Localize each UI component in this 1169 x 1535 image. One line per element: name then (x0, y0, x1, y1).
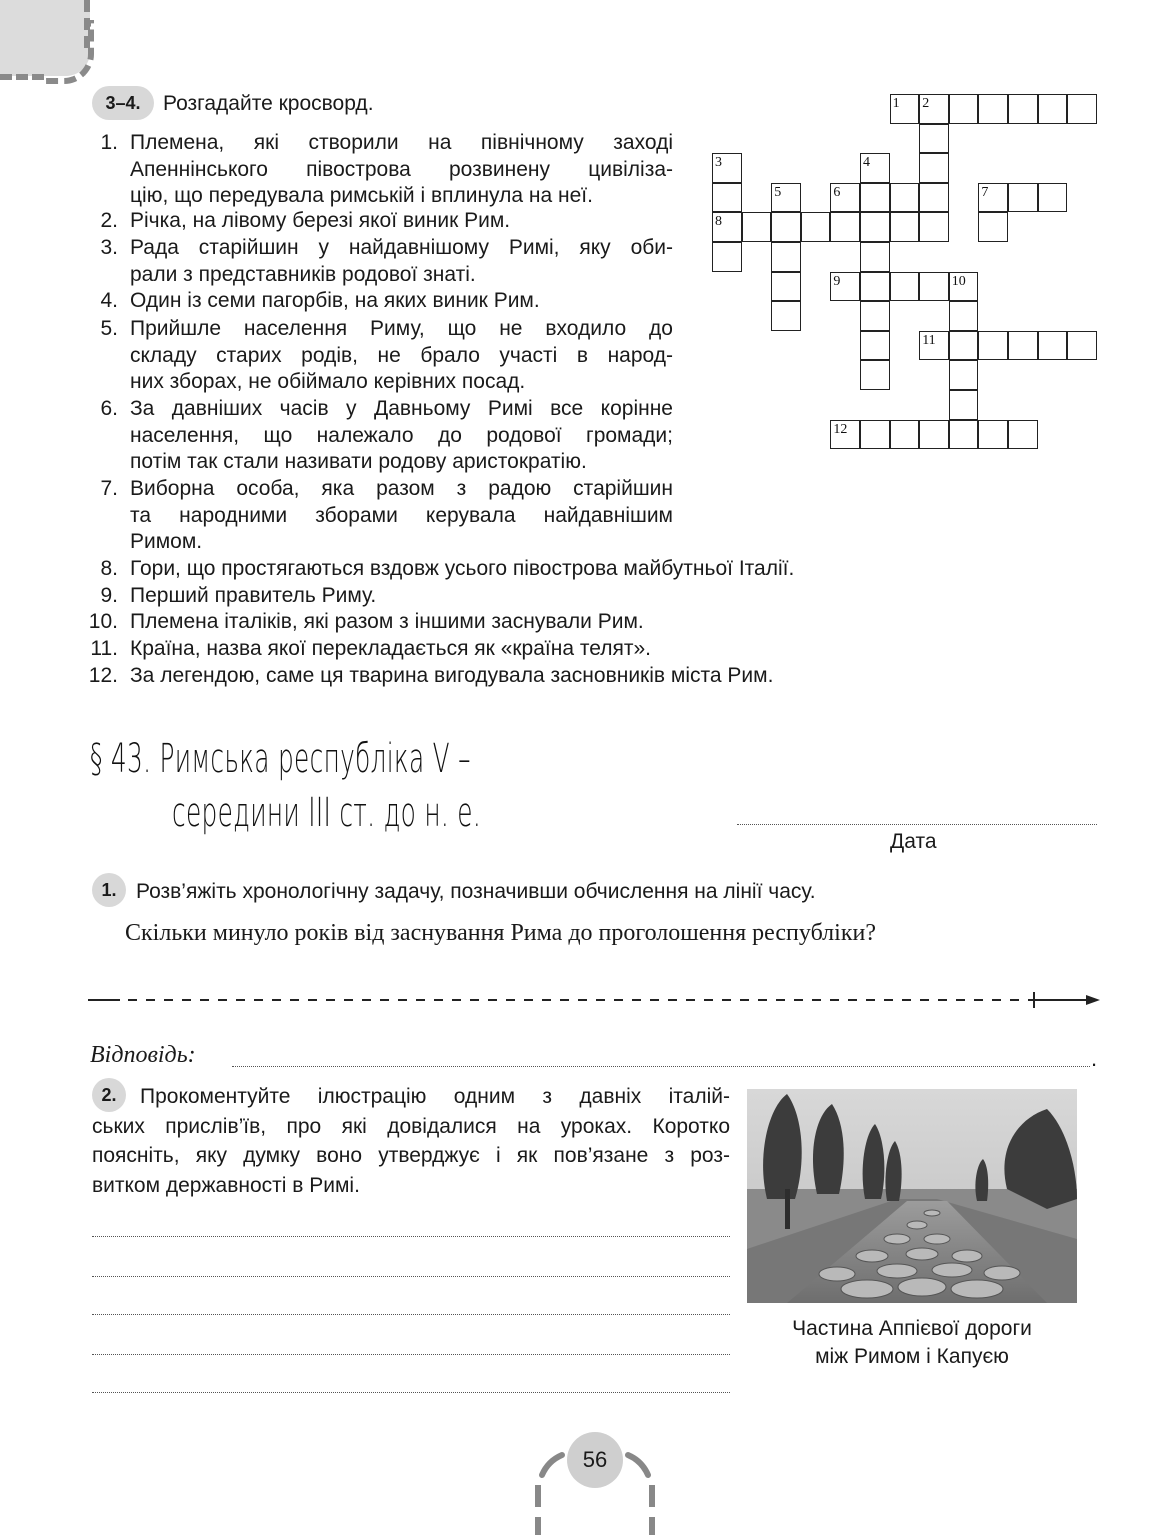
crossword-cell[interactable] (771, 272, 801, 302)
crossword-cell[interactable] (860, 360, 890, 390)
crossword-cell[interactable] (1038, 331, 1068, 361)
answer-end-dot: . (1091, 1046, 1098, 1071)
task-badge: 3–4. (92, 86, 154, 120)
crossword-cell-number: 4 (863, 155, 870, 171)
crossword-cell[interactable] (830, 272, 860, 302)
crossword-cell[interactable] (978, 94, 1008, 124)
task-question: Скільки минуло років від заснування Рима до проголошення республіки? (125, 920, 876, 946)
crossword-cell[interactable] (801, 212, 831, 242)
photo-caption: Частина Аппієвої дороги між Римом і Капуєю (792, 1317, 1032, 1368)
crossword-cell[interactable] (949, 331, 979, 361)
arrow-right-icon (1086, 995, 1100, 1005)
crossword-cell[interactable] (860, 212, 890, 242)
section-heading-line2: середини III ст. до н. е. (172, 790, 482, 836)
crossword-cell[interactable] (890, 420, 920, 450)
corner-dash-decoration (0, 74, 44, 80)
answer-input-line[interactable] (92, 1354, 730, 1355)
crossword-cell[interactable] (949, 390, 979, 420)
crossword-cell-number: 1 (892, 96, 900, 111)
crossword-cell[interactable] (978, 331, 1008, 361)
crossword-cell[interactable] (919, 153, 949, 183)
crossword-cell[interactable] (771, 301, 801, 331)
crossword-cell[interactable] (949, 94, 979, 124)
clue-item: 5. Прийшле населення Риму, що не входило до складу старих родів, не брало участі в народ- них зборах, не обіймало керівних посад. (100, 317, 673, 394)
crossword-cell[interactable] (949, 360, 979, 390)
clue-item: 9. Перший правитель Риму. (100, 584, 377, 607)
crossword-cell[interactable] (1067, 94, 1097, 124)
crossword-cell[interactable] (1067, 331, 1097, 361)
clue-item: 11. Країна, назва якої перекладається як «країна телят». (90, 637, 651, 660)
crossword-cell[interactable] (712, 183, 742, 213)
clue-item: 12. За легендою, саме ця тварина вигодувала засновників міста Рим. (88, 664, 774, 687)
crossword-cell[interactable] (978, 212, 1008, 242)
crossword-cell[interactable] (1008, 331, 1038, 361)
clue-item: 4. Один із семи пагорбів, на яких виник Рим. (100, 289, 540, 312)
crossword-cell[interactable] (712, 212, 742, 242)
clue-item: 3. Рада старійшин у найдавнішому Римі, яку оби- рали з представників родової знаті. (100, 236, 673, 286)
crossword-cell[interactable] (949, 420, 979, 450)
crossword-cell[interactable] (978, 420, 1008, 450)
clue-item: 1. Племена, які створили на північному заході Апеннінського півострова розвинену цивіліза- цію, що передувала римській і вплинула на неї. (100, 131, 673, 208)
crossword-cell[interactable] (860, 153, 890, 183)
crossword-cell[interactable] (890, 94, 920, 124)
timeline[interactable] (88, 990, 1103, 1012)
task-instruction: Розв’яжіть хронологічну задачу, позначивши обчислення на лінії часу. (136, 880, 816, 903)
crossword-cell[interactable] (890, 212, 920, 242)
crossword-cell[interactable] (1008, 94, 1038, 124)
answer-input-line[interactable] (92, 1236, 730, 1237)
answer-label: Відповідь: (90, 1042, 196, 1068)
task-badge: 1. (92, 873, 126, 907)
clue-item: 8. Гори, що простягаються вздовж усього півострова майбутньої Італії. (100, 557, 795, 580)
crossword-cell-number: 3 (715, 155, 722, 171)
task-title: Розгадайте кросворд. (163, 92, 374, 115)
corner-arc-decoration (46, 20, 94, 84)
crossword-cell-number: 9 (833, 273, 841, 289)
crossword-cell-number: 2 (922, 96, 930, 111)
crossword-cell-number: 7 (981, 184, 989, 200)
crossword-cell[interactable] (860, 183, 890, 213)
page-number: 56 (567, 1432, 623, 1488)
crossword-cell[interactable] (890, 272, 920, 302)
clue-item: 6. За давніших часів у Давньому Римі все корінне населення, що належало до родової громади; потім так стали називати родову аристократію. (100, 397, 673, 474)
answer-input-line[interactable] (92, 1314, 730, 1315)
crossword-cell[interactable] (771, 183, 801, 213)
crossword-cell[interactable] (830, 420, 860, 450)
crossword-cell[interactable] (712, 242, 742, 272)
clue-item: 10. Племена італіків, які разом з іншими заснували Рим. (88, 610, 644, 633)
date-label: Дата (890, 830, 937, 853)
answer-input-line[interactable] (92, 1276, 730, 1277)
crossword-cell[interactable] (860, 272, 890, 302)
crossword-cell[interactable] (919, 124, 949, 154)
crossword-cell[interactable] (771, 242, 801, 272)
crossword-cell[interactable] (919, 94, 949, 124)
crossword-cell-number: 6 (833, 184, 841, 200)
clue-item: 2. Річка, на лівому березі якої виник Рим. (100, 209, 511, 232)
crossword-cell[interactable] (830, 183, 860, 213)
crossword-cell[interactable] (712, 153, 742, 183)
crossword-cell-number: 8 (715, 214, 722, 230)
crossword-cell[interactable] (771, 212, 801, 242)
crossword-cell[interactable] (860, 331, 890, 361)
crossword-cell[interactable] (1008, 420, 1038, 450)
crossword-cell[interactable] (890, 183, 920, 213)
crossword-cell-number: 11 (922, 332, 936, 348)
crossword-cell[interactable] (949, 301, 979, 331)
crossword-cell[interactable] (919, 420, 949, 450)
date-input-line[interactable] (737, 824, 1097, 825)
clue-item: 7. Виборна особа, яка разом з радою старійшин та народними зборами керувала найдавнішим Римом. (100, 477, 673, 554)
crossword-cell[interactable] (1038, 183, 1068, 213)
crossword-cell[interactable] (742, 212, 772, 242)
crossword-cell[interactable] (978, 183, 1008, 213)
crossword-cell[interactable] (830, 212, 860, 242)
crossword-cell[interactable] (919, 331, 949, 361)
crossword-cell[interactable] (1038, 94, 1068, 124)
crossword-cell[interactable] (860, 242, 890, 272)
section-heading-line1: § 43. Римська республіка V – (90, 736, 471, 782)
crossword-cell[interactable] (919, 272, 949, 302)
answer-input-line[interactable] (92, 1392, 730, 1393)
crossword-cell[interactable] (919, 183, 949, 213)
crossword-cell-number: 10 (951, 273, 966, 289)
crossword-cell[interactable] (919, 212, 949, 242)
crossword-cell-number: 12 (833, 421, 848, 437)
appian-way-photo (747, 1089, 1077, 1303)
crossword-cell[interactable] (860, 420, 890, 450)
crossword-cell-number: 5 (774, 184, 782, 200)
crossword-cell[interactable] (1008, 183, 1038, 213)
crossword-cell[interactable] (860, 301, 890, 331)
task-2-text: Прокоментуйте ілюстрацію одним з давніх італій- ських прислів’їв, про які довідалися на уроках. Коротко поясніть, яку думку воно утверджує і як пов’язане з роз- витком державності в Римі. (92, 1085, 730, 1197)
answer-input-line[interactable] (232, 1066, 1090, 1067)
crossword-cell[interactable] (949, 272, 979, 302)
task-badge: 2. (92, 1078, 126, 1112)
